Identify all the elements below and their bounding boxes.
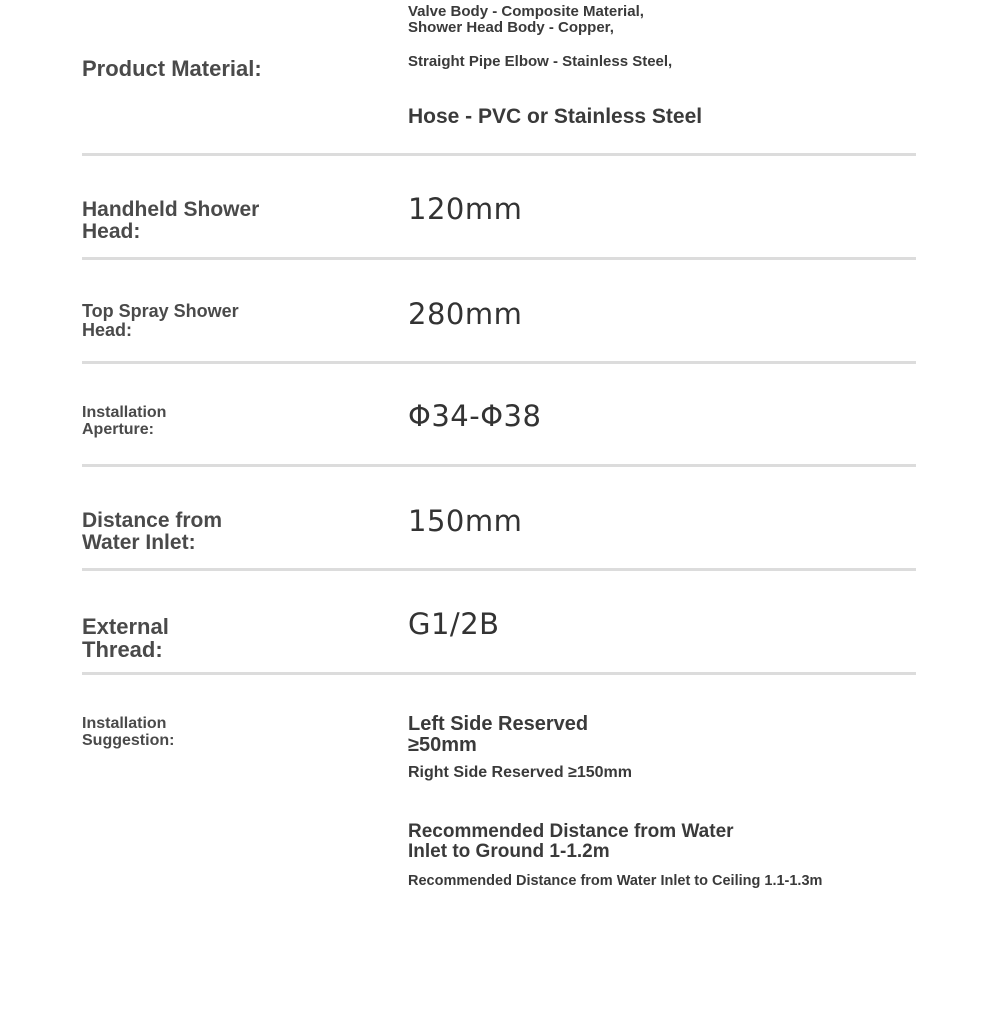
product-material-line-3: Hose - PVC or Stainless Steel bbox=[408, 105, 703, 128]
top-spray-shower-head-label: Top Spray Shower Head: bbox=[82, 301, 239, 340]
row-divider bbox=[82, 568, 916, 571]
installation-suggestion-line-4: Recommended Distance from Water Inlet to Ceiling 1.1-1.3m bbox=[408, 873, 823, 889]
row-divider bbox=[82, 257, 916, 260]
distance-from-water-inlet-label: Distance from Water Inlet: bbox=[82, 509, 223, 555]
distance-from-water-inlet-value: 150mm bbox=[408, 504, 523, 538]
row-divider bbox=[82, 672, 916, 675]
external-thread-label: External Thread: bbox=[82, 614, 169, 663]
product-material-line-1: Valve Body - Composite Material, Shower Head Body - Copper, bbox=[408, 3, 644, 36]
row-divider bbox=[82, 464, 916, 467]
row-divider bbox=[82, 361, 916, 364]
handheld-shower-head-value: 120mm bbox=[408, 192, 523, 226]
product-material-line-2: Straight Pipe Elbow - Stainless Steel, bbox=[408, 53, 673, 70]
row-divider bbox=[82, 153, 916, 156]
handheld-shower-head-label: Handheld Shower Head: bbox=[82, 198, 260, 244]
top-spray-shower-head-value: 280mm bbox=[408, 297, 523, 331]
installation-suggestion-label: Installation Suggestion: bbox=[82, 715, 175, 749]
installation-aperture-label: Installation Aperture: bbox=[82, 404, 167, 438]
product-material-label: Product Material: bbox=[82, 56, 262, 81]
installation-suggestion-line-3: Recommended Distance from Water Inlet to Ground 1-1.2m bbox=[408, 821, 734, 862]
installation-suggestion-line-1: Left Side Reserved ≥50mm bbox=[408, 713, 589, 756]
installation-aperture-value: Φ34-Φ38 bbox=[408, 399, 542, 433]
installation-suggestion-line-2: Right Side Reserved ≥150mm bbox=[408, 764, 632, 781]
external-thread-value: G1/2B bbox=[408, 607, 500, 641]
